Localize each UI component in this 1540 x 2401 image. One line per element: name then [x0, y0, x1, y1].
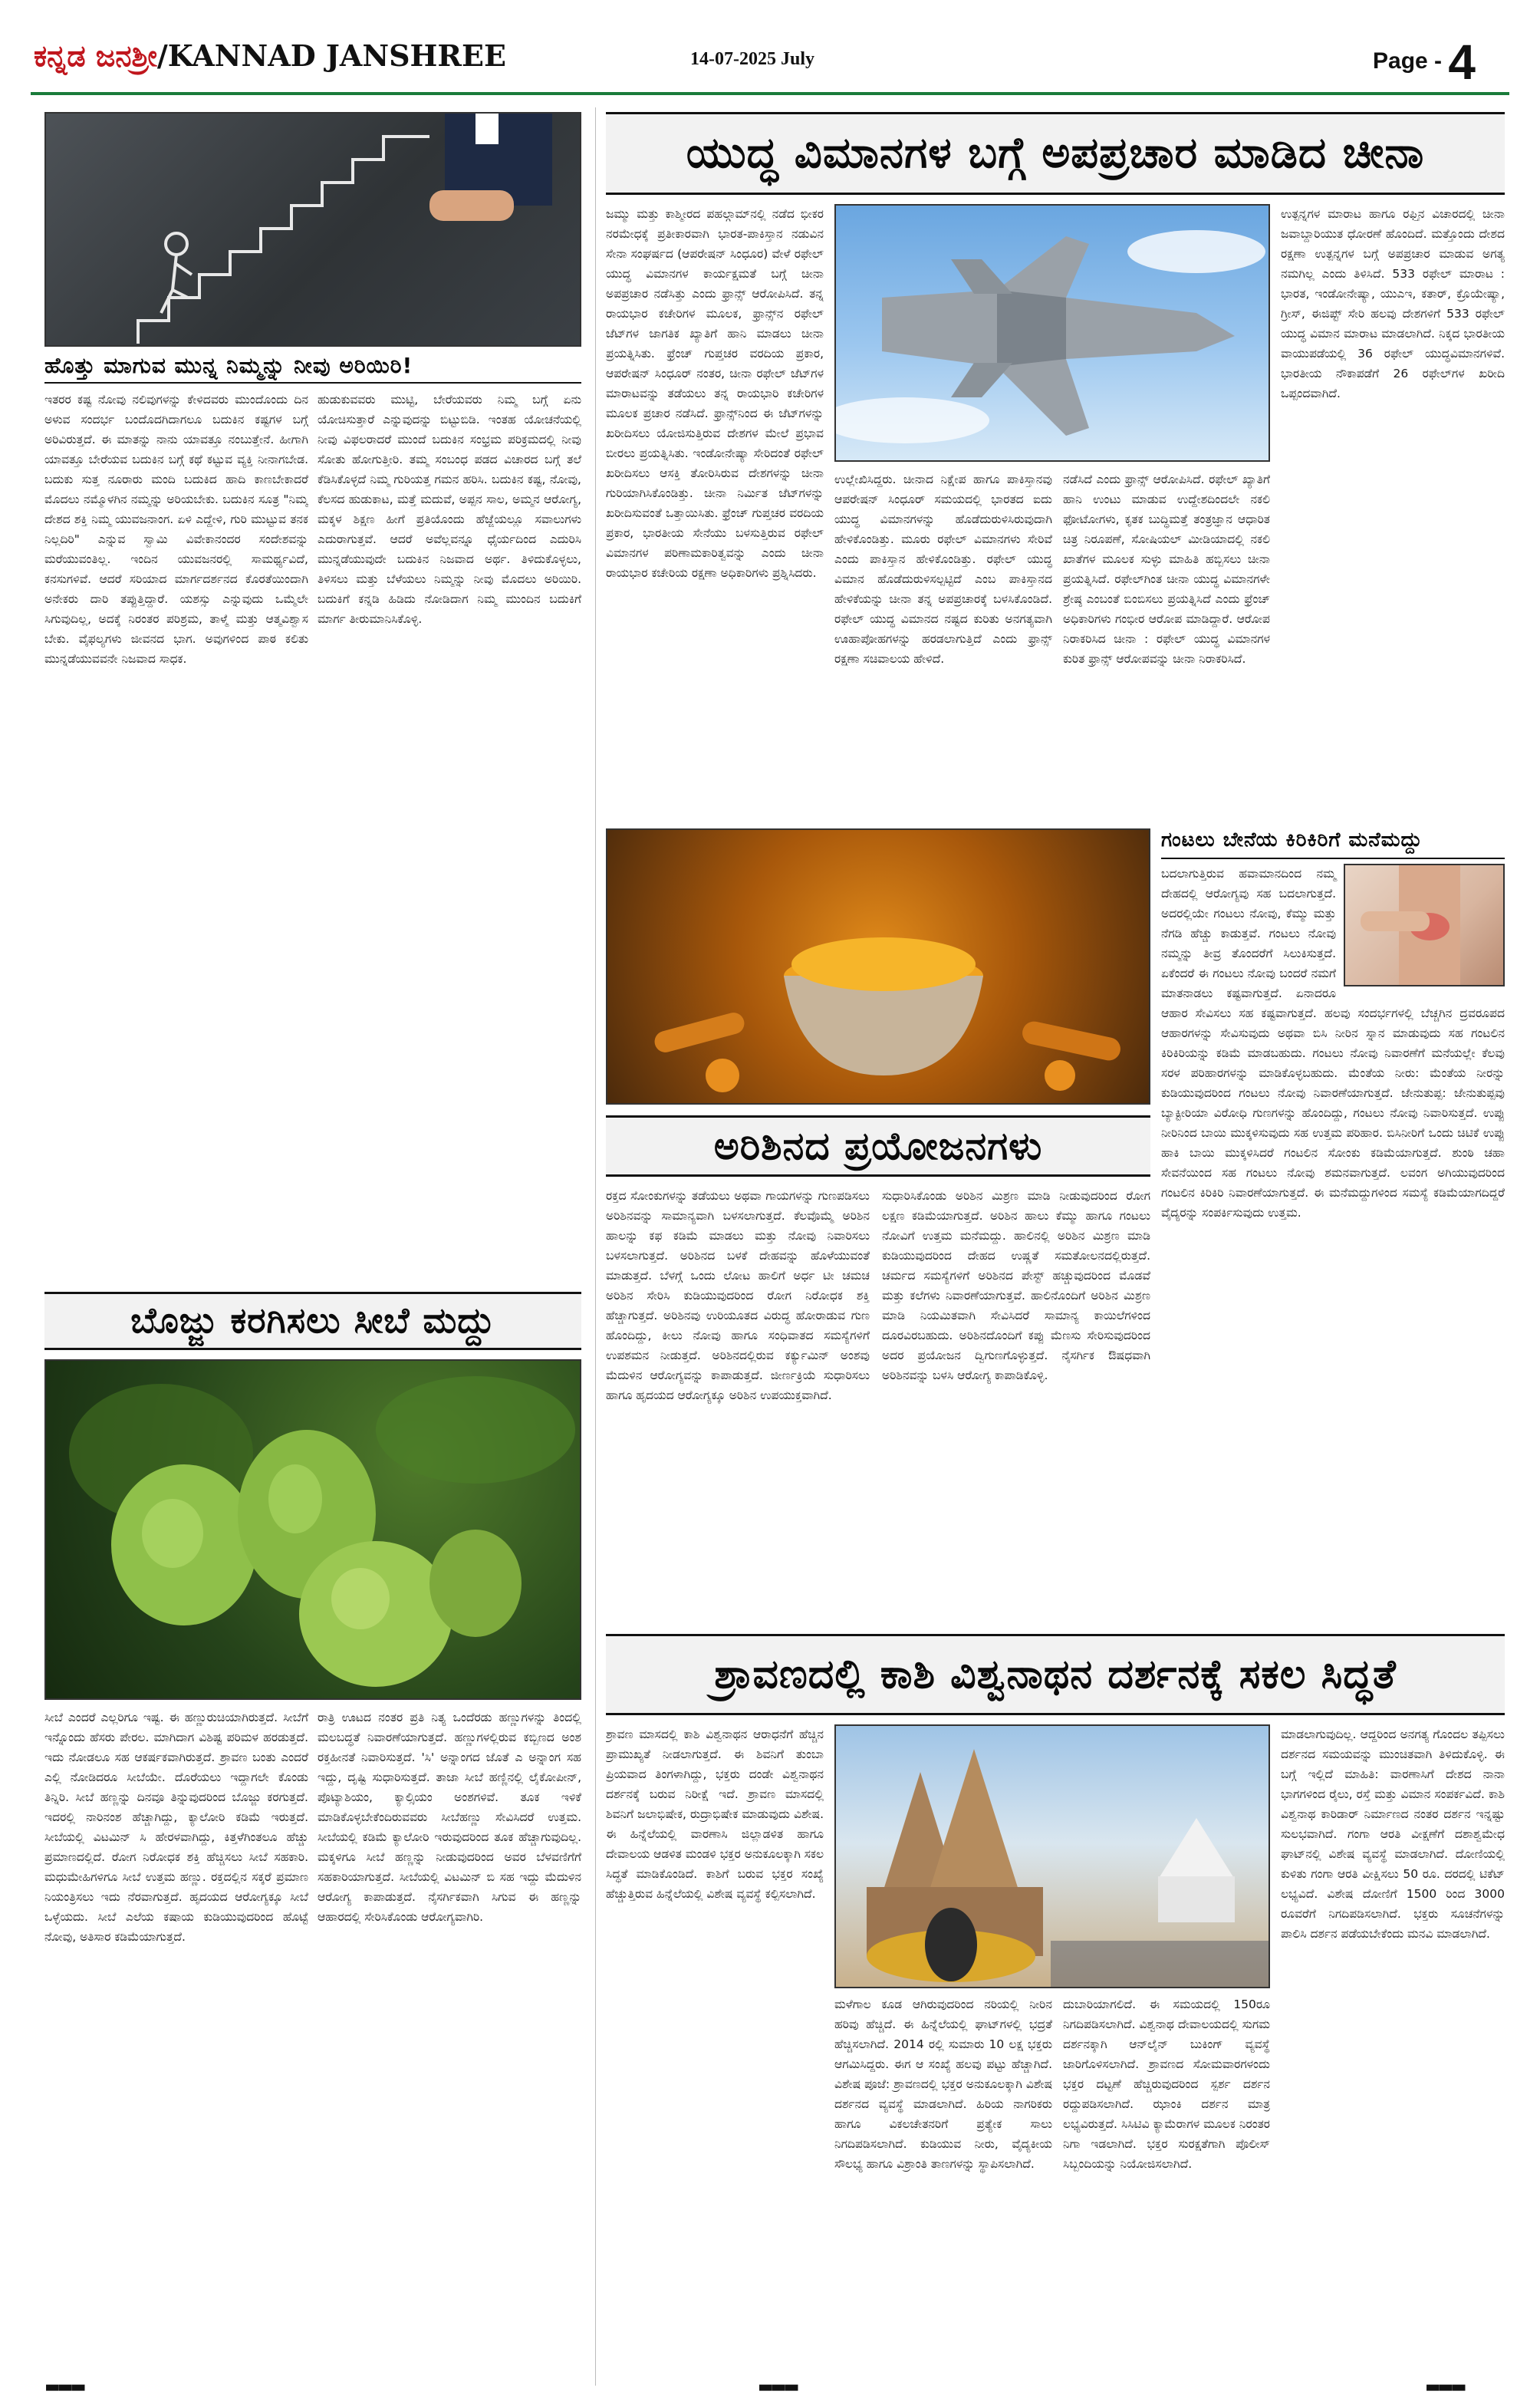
- kashi-col-3: ದುಬಾರಿಯಾಗಲಿದೆ. ಈ ಸಮಯದಲ್ಲಿ 150ರೂ ನಿಗದಿಪಡಿಸಲಾಗಿದೆ. ವಿಶ್ವನಾಥ ದೇವಾಲಯದಲ್ಲಿ ಸುಗಮ ದರ್ಶನಕ್ಕಾಗಿ ಆನ್‌ಲೈನ್ ಬುಕಿಂಗ್ ವ್ಯವಸ್ಥೆ ಜಾರಿಗೊಳಿಸಲಾಗಿದೆ. ಶ್ರಾವಣದ ಸೋಮವಾರಗಳಂದು ಭಕ್ತರ ದಟ್ಟಣೆ ಹೆಚ್ಚಿರುವುದರಿಂದ ಸ್ಪರ್ಶ ದರ್ಶನ ರದ್ದುಪಡಿಸಲಾಗಿದೆ. ಝಾಂಕಿ ದರ್ಶನ ಮಾತ್ರ ಲಭ್ಯವಿರುತ್ತದೆ. ಸಿಸಿಟಿವಿ ಕ್ಯಾಮೆರಾಗಳ ಮೂಲಕ ನಿರಂತರ ನಿಗಾ ಇಡಲಾಗಿದೆ. ಭಕ್ತರ ಸುರಕ್ಷತೆಗಾಗಿ ಪೊಲೀಸ್ ಸಿಬ್ಬಂದಿಯನ್ನು ನಿಯೋಜಿಸಲಾಗಿದೆ.: [1063, 1998, 1270, 2171]
- success-headline: ಹೊತ್ತು ಮಾಗುವ ಮುನ್ನ ನಿಮ್ಮನ್ನು ನೀವು ಅರಿಯಿರಿ!: [44, 353, 413, 378]
- rafale-jet-illustration: [836, 206, 1270, 462]
- throat-body: [1161, 864, 1505, 1623]
- guava-fruit-illustration: [46, 1361, 581, 1700]
- turmeric-headline: ಅರಿಶಿನದ ಪ್ರಯೋಜನಗಳು: [713, 1123, 1043, 1168]
- masthead-latin: /KANNAD JANSHREE: [156, 38, 506, 73]
- stairs-illustration: [46, 114, 581, 347]
- guava-col-1: ಸೀಬೆ ಎಂದರೆ ಎಲ್ಲರಿಗೂ ಇಷ್ಟ. ಈ ಹಣ್ಣುರುಚಿಯಾಗಿರುತ್ತದೆ. ಸೀಬೆಗೆ ಇನ್ನೊಂದು ಹೆಸರು ಪೇರಲ. ಮಾಗಿದಾಗ ವಿಶಿಷ್ಟ ಪರಿಮಳ ಹರಡುತ್ತದೆ. ಇದು ನೋಡಲೂ ಸಹ ಆಕರ್ಷಕವಾಗಿರುತ್ತದೆ. ಶ್ರಾವಣ ಬಂತು ಎಂದರೆ ಎಲ್ಲಿ ನೋಡಿದರೂ ಸೀಬೆಯೇ. ದೊರೆಯಲು ಇದ್ದಾಗಲೇ ಕೊಂಡು ತಿನ್ನಿರಿ. ಸೀಬೆ ಹಣ್ಣನ್ನು ದಿನವೂ ತಿನ್ನುವುದರಿಂದ ಬೊಜ್ಜು ಕರಗುತ್ತದೆ. ಇದರಲ್ಲಿ ನಾರಿನಂಶ ಹೆಚ್ಚಾಗಿದ್ದು, ಕ್ಯಾಲೋರಿ ಕಡಿಮೆ ಇರುತ್ತದೆ. ಸೀಬೆಯಲ್ಲಿ ವಿಟಮಿನ್ ಸಿ ಹೇರಳವಾಗಿದ್ದು, ಕಿತ್ತಳೆಗಿಂತಲೂ ಹೆಚ್ಚು ಪ್ರಮಾಣದಲ್ಲಿದೆ. ರೋಗ ನಿರೋಧಕ ಶಕ್ತಿ ಹೆಚ್ಚಿಸಲು ಸೀಬೆ ಸಹಕಾರಿ. ಮಧುಮೇಹಿಗಳಿಗೂ ಸೀಬೆ ಉತ್ತಮ ಹಣ್ಣು. ರಕ್ತದಲ್ಲಿನ ಸಕ್ಕರೆ ಪ್ರಮಾಣ ನಿಯಂತ್ರಿಸಲು ಇದು ನೆರವಾಗುತ್ತದೆ. ಹೃದಯದ ಆರೋಗ್ಯಕ್ಕೂ ಸೀಬೆ ಒಳ್ಳೆಯದು. ಸೀಬೆ ಎಲೆಯ ಕಷಾಯ ಕುಡಿಯುವುದರಿಂದ ಹೊಟ್ಟೆ ನೋವು, ಅತಿಸಾರ ಕಡಿಮೆಯಾಗುತ್ತದೆ.: [44, 1711, 308, 1944]
- kashi-headline-box: [606, 1634, 1505, 1715]
- jets-col-1: ಜಮ್ಮು ಮತ್ತು ಕಾಶ್ಮೀರದ ಪಹಲ್ಗಾಮ್‌ನಲ್ಲಿ ನಡೆದ ಭೀಕರ ನರಮೇಧಕ್ಕೆ ಪ್ರತೀಕಾರವಾಗಿ ಭಾರತ-ಪಾಕಿಸ್ತಾನ ನಡುವಿನ ಸೇನಾ ಸಂಘರ್ಷದ (ಆಪರೇಷನ್ ಸಿಂಧೂರ) ವೇಳೆ ರಫೇಲ್ ಯುದ್ಧ ವಿಮಾನಗಳ ಕಾರ್ಯಕ್ಷಮತೆ ಬಗ್ಗೆ ಚೀನಾ ಅಪಪ್ರಚಾರ ನಡೆಸಿತ್ತು ಎಂದು ಫ್ರಾನ್ಸ್ ಆರೋಪಿಸಿದೆ. ತನ್ನ ರಾಯಭಾರ ಕಚೇರಿಗಳ ಮೂಲಕ, ಫ್ರಾನ್ಸ್‌ನ ರಫೇಲ್ ಜೆಟ್‌ಗಳ ಜಾಗತಿಕ ಖ್ಯಾತಿಗೆ ಹಾನಿ ಮಾಡಲು ಚೀನಾ ಪ್ರಯತ್ನಿಸಿತು. ಫ್ರೆಂಚ್ ಗುಪ್ತಚರ ವರದಿಯ ಪ್ರಕಾರ, ಆಪರೇಷನ್ ಸಿಂಧೂರ್ ನಂತರ, ಚೀನಾ ರಫೇಲ್ ಜೆಟ್‌ಗಳ ಮಾರಾಟವನ್ನು ತಡೆಯಲು ತನ್ನ ರಾಯಭಾರಿ ಕಚೇರಿಗಳ ಮೂಲಕ ಪ್ರಚಾರ ನಡೆಸಿದೆ. ಫ್ರಾನ್ಸ್‌ನಿಂದ ಈ ಜೆಟ್‌ಗಳನ್ನು ಖರೀದಿಸಲು ಯೋಜಿಸುತ್ತಿರುವ ದೇಶಗಳ ಮೇಲೆ ಪ್ರಭಾವ ಬೀರಲು ಪ್ರಯತ್ನಿಸಿತು. ಇಂಡೋನೇಷ್ಯಾ ಸೇರಿದಂತೆ ರಫೇಲ್ ಖರೀದಿಸಲು ಆಸಕ್ತಿ ತೋರಿಸಿರುವ ದೇಶಗಳನ್ನು ಚೀನಾ ಗುರಿಯಾಗಿಸಿಕೊಂಡಿತ್ತು. ಚೀನಾ ನಿರ್ಮಿತ ಜೆಟ್‌ಗಳನ್ನು ಖರೀದಿಸುವಂತೆ ಒತ್ತಾಯಿಸಿತು. ಫ್ರೆಂಚ್ ಗುಪ್ತಚರ ವರದಿಯ ಪ್ರಕಾರ, ಭಾರತೀಯ ಸೇನೆಯು ಬಳಸುತ್ತಿರುವ ರಫೇಲ್ ವಿಮಾನಗಳ ಪರಿಣಾಮಕಾರಿತ್ವವನ್ನು ಎಂದು ಚೀನಾ ರಾಯಭಾರ ಕಚೇರಿಯ ರಕ್ಷಣಾ ಅಧಿಕಾರಿಗಳು ಪ್ರಶ್ನಿಸಿದರು.: [606, 207, 824, 580]
- footer-dash-left: ▬▬▬: [46, 2373, 85, 2398]
- column-divider: [595, 107, 596, 2386]
- turmeric-headline-box: [606, 1115, 1150, 1177]
- kashi-col-2: ಮಳೆಗಾಲ ಕೂಡ ಆಗಿರುವುದರಿಂದ ನರಿಯಲ್ಲಿ ನೀರಿನ ಹರಿವು ಹೆಚ್ಚಿದೆ. ಈ ಹಿನ್ನೆಲೆಯಲ್ಲಿ ಘಾಟ್‌ಗಳಲ್ಲಿ ಭದ್ರತೆ ಹೆಚ್ಚಿಸಲಾಗಿದೆ. 2014 ರಲ್ಲಿ ಸುಮಾರು 10 ಲಕ್ಷ ಭಕ್ತರು ಆಗಮಿಸಿದ್ದರು. ಈಗ ಆ ಸಂಖ್ಯೆ ಹಲವು ಪಟ್ಟು ಹೆಚ್ಚಾಗಿದೆ. ವಿಶೇಷ ಪೂಜೆ: ಶ್ರಾವಣದಲ್ಲಿ ಭಕ್ತರ ಅನುಕೂಲಕ್ಕಾಗಿ ವಿಶೇಷ ದರ್ಶನದ ವ್ಯವಸ್ಥೆ ಮಾಡಲಾಗಿದೆ. ಹಿರಿಯ ನಾಗರಿಕರು ಹಾಗೂ ವಿಕಲಚೇತನರಿಗೆ ಪ್ರತ್ಯೇಕ ಸಾಲು ನಿಗದಿಪಡಿಸಲಾಗಿದೆ. ಕುಡಿಯುವ ನೀರು, ವೈದ್ಯಕೀಯ ಸೌಲಭ್ಯ ಹಾಗೂ ವಿಶ್ರಾಂತಿ ತಾಣಗಳನ್ನು ಸ್ಥಾಪಿಸಲಾಗಿದೆ.: [834, 1998, 1052, 2171]
- jets-headline: ಯುದ್ಧ ವಿಮಾನಗಳ ಬಗ್ಗೆ ಅಪಪ್ರಚಾರ ಮಾಡಿದ ಚೀನಾ: [686, 128, 1425, 178]
- turmeric-col-1: ರಕ್ತದ ಸೋಂಕುಗಳನ್ನು ತಡೆಯಲು ಅಥವಾ ಗಾಯಗಳನ್ನು ಗುಣಪಡಿಸಲು ಅರಿಶಿನವನ್ನು ಸಾಮಾನ್ಯವಾಗಿ ಬಳಸಲಾಗುತ್ತದೆ. ಕೆಲವೊಮ್ಮೆ ಅರಿಶಿನ ಹಾಲನ್ನು ಕಫ ಕಡಿಮೆ ಮಾಡಲು ಮತ್ತು ನೋವು ನಿವಾರಿಸಲು ಬಳಸಲಾಗುತ್ತದೆ. ಅರಿಶಿನದ ಬಳಕೆ ದೇಹವನ್ನು ಹೊಳೆಯುವಂತೆ ಮಾಡುತ್ತದೆ. ಬೆಳಗ್ಗೆ ಒಂದು ಲೋಟ ಹಾಲಿಗೆ ಅರ್ಧ ಟೀ ಚಮಚ ಅರಿಶಿನ ಸೇರಿಸಿ ಕುಡಿಯುವುದರಿಂದ ರೋಗ ನಿರೋಧಕ ಶಕ್ತಿ ಹೆಚ್ಚಾಗುತ್ತದೆ. ಅರಿಶಿನವು ಉರಿಯೂತದ ವಿರುದ್ಧ ಹೋರಾಡುವ ಗುಣ ಹೊಂದಿದ್ದು, ಕೀಲು ನೋವು ಹಾಗೂ ಸಂಧಿವಾತದ ಸಮಸ್ಯೆಗಳಿಗೆ ಉಪಶಮನ ನೀಡುತ್ತದೆ. ಅರಿಶಿನದಲ್ಲಿರುವ ಕರ್ಕ್ಯುಮಿನ್ ಅಂಶವು ಮೆದುಳಿನ ಆರೋಗ್ಯವನ್ನು ಕಾಪಾಡುತ್ತದೆ. ಜೀರ್ಣಕ್ರಿಯೆ ಸುಧಾರಿಸಲು ಹಾಗೂ ಹೃದಯದ ಆರೋಗ್ಯಕ್ಕೂ ಅರಿಶಿನ ಉಪಯುಕ್ತವಾಗಿದೆ.: [606, 1189, 870, 1402]
- throat-headline: ಗಂಟಲು ಬೇನೆಯ ಕಿರಿಕಿರಿಗೆ ಮನೆಮದ್ದು: [1161, 828, 1423, 851]
- rafale-jet-image: [834, 204, 1270, 462]
- throat-image-spacer: [1336, 864, 1505, 994]
- turmeric-col-2: ಸುಧಾರಿಸಿಕೊಂಡು ಅರಿಶಿನ ಮಿಶ್ರಣ ಮಾಡಿ ನೀಡುವುದರಿಂದ ರೋಗ ಲಕ್ಷಣ ಕಡಿಮೆಯಾಗುತ್ತದೆ. ಅರಿಶಿನ ಹಾಲು ಕೆಮ್ಮು ಹಾಗೂ ಗಂಟಲು ನೋವಿಗೆ ಉತ್ತಮ ಮನೆಮದ್ದು. ಹಾಲಿನಲ್ಲಿ ಅರಿಶಿನ ಮಿಶ್ರಣ ಮಾಡಿ ಕುಡಿಯುವುದರಿಂದ ದೇಹದ ಉಷ್ಣತೆ ಸಮತೋಲನದಲ್ಲಿರುತ್ತದೆ. ಚರ್ಮದ ಸಮಸ್ಯೆಗಳಿಗೆ ಅರಿಶಿನದ ಪೇಸ್ಟ್ ಹಚ್ಚುವುದರಿಂದ ಮೊಡವೆ ಮತ್ತು ಕಲೆಗಳು ನಿವಾರಣೆಯಾಗುತ್ತವೆ. ಹಾಲಿನೊಂದಿಗೆ ಅರಿಶಿನ ಮಿಶ್ರಣ ಮಾಡಿ ನಿಯಮಿತವಾಗಿ ಸೇವಿಸಿದರೆ ಸಾಮಾನ್ಯ ಕಾಯಿಲೆಗಳಿಂದ ದೂರವಿರಬಹುದು. ಅರಿಶಿನದೊಂದಿಗೆ ಕಪ್ಪು ಮೆಣಸು ಸೇರಿಸುವುದರಿಂದ ಅದರ ಪ್ರಯೋಜನ ದ್ವಿಗುಣಗೊಳ್ಳುತ್ತದೆ. ನೈಸರ್ಗಿಕ ಔಷಧವಾಗಿ ಅರಿಶಿನವನ್ನು ಬಳಸಿ ಆರೋಗ್ಯ ಕಾಪಾಡಿಕೊಳ್ಳಿ.: [882, 1189, 1150, 1382]
- kashi-col-4: ಮಾಡಲಾಗುವುದಿಲ್ಲ. ಆದ್ದರಿಂದ ಅನಗತ್ಯ ಗೊಂದಲ ತಪ್ಪಿಸಲು ದರ್ಶನದ ಸಮಯವನ್ನು ಮುಂಚಿತವಾಗಿ ತಿಳಿದುಕೊಳ್ಳಿ. ಈ ಬಗ್ಗೆ ಇಲ್ಲಿದೆ ಮಾಹಿತಿ: ವಾರಣಾಸಿಗೆ ದೇಶದ ನಾನಾ ಭಾಗಗಳಿಂದ ರೈಲು, ರಸ್ತೆ ಮತ್ತು ವಿಮಾನ ಸಂಪರ್ಕವಿದೆ. ಕಾಶಿ ವಿಶ್ವನಾಥ ಕಾರಿಡಾರ್ ನಿರ್ಮಾಣದ ನಂತರ ದರ್ಶನ ಇನ್ನಷ್ಟು ಸುಲಭವಾಗಿದೆ. ಗಂಗಾ ಆರತಿ ವೀಕ್ಷಣೆಗೆ ದಶಾಶ್ವಮೇಧ ಘಾಟ್‌ನಲ್ಲಿ ವಿಶೇಷ ವ್ಯವಸ್ಥೆ ಮಾಡಲಾಗಿದೆ. ದೋಣಿಯಲ್ಲಿ ಕುಳಿತು ಗಂಗಾ ಆರತಿ ವೀಕ್ಷಿಸಲು 50 ರೂ. ದರದಲ್ಲಿ ಟಿಕೆಟ್ ಲಭ್ಯವಿದೆ. ವಿಶೇಷ ದೋಣಿಗೆ 1500 ರಿಂದ 3000 ರೂವರೆಗೆ ನಿಗದಿಪಡಿಸಲಾಗಿದೆ. ಭಕ್ತರು ಸೂಚನೆಗಳನ್ನು ಪಾಲಿಸಿ ದರ್ಶನ ಪಡೆಯಬೇಕೆಂದು ಮನವಿ ಮಾಡಲಾಗಿದೆ.: [1281, 1727, 1505, 1941]
- success-col-2: ಹುಡುಕುವವರು ಮುಟ್ಟಿ, ಬೇರೆಯವರು ನಿಮ್ಮ ಬಗ್ಗೆ ಏನು ಯೋಚಿಸುತ್ತಾರೆ ಎನ್ನುವುದನ್ನು ಬಿಟ್ಟುಬಿಡಿ. ಇಂತಹ ಯೋಚನೆಯಲ್ಲಿ ನೀವು ವಿಫಲರಾದರೆ ಮುಂದೆ ಬದುಕಿನ ಸಂಭ್ರಮ ಪರಿಕ್ರಮದಲ್ಲಿ ನೀವು ಸೋತು ಹೋಗುತ್ತೀರಿ. ತಮ್ಮ ಸಂಬಂಧ ಪಡದ ವಿಚಾರದ ಬಗ್ಗೆ ತಲೆ ಕೆಡಿಸಿಕೊಳ್ಳದೆ ನಿಮ್ಮ ಗುರಿಯತ್ತ ಗಮನ ಹರಿಸಿ. ಬದುಕಿನ ಕಷ್ಟ, ನೋವು, ಕೆಲಸದ ಹುಡುಕಾಟ, ಮತ್ತೆ ಮದುವೆ, ಅಪ್ಪನ ಸಾಲ, ಅಮ್ಮನ ಆರೋಗ್ಯ, ಮಕ್ಕಳ ಶಿಕ್ಷಣ ಹೀಗೆ ಪ್ರತಿಯೊಂದು ಹೆಜ್ಜೆಯಲ್ಲೂ ಸವಾಲುಗಳು ಎದುರಾಗುತ್ತವೆ. ಆದರೆ ಅವೆಲ್ಲವನ್ನೂ ಧೈರ್ಯದಿಂದ ಎದುರಿಸಿ ಮುನ್ನಡೆಯುವುದೇ ಬದುಕಿನ ನಿಜವಾದ ಅರ್ಥ. ತಿಳಿದುಕೊಳ್ಳಲು, ತಿಳಿಸಲು ಮತ್ತು ಬೆಳೆಯಲು ನಿಮ್ಮನ್ನು ನೀವು ಮೊದಲು ಅರಿಯಿರಿ. ಬದುಕಿಗೆ ಕನ್ನಡಿ ಹಿಡಿದು ನೋಡಿದಾಗ ನಿಮ್ಮ ಮುಂದಿನ ಬದುಕಿಗೆ ಮಾರ್ಗ ತೀರುಮಾನಿಸಿಕೊಳ್ಳಿ.: [318, 393, 581, 626]
- jets-headline-box: [606, 112, 1505, 195]
- success-headline-box: [44, 353, 581, 384]
- jets-col-4: ಉತ್ಪನ್ನಗಳ ಮಾರಾಟ ಹಾಗೂ ರಫ್ತಿನ ವಿಚಾರದಲ್ಲಿ ಚೀನಾ ಜವಾಬ್ದಾರಿಯುತ ಧೋರಣೆ ಹೊಂದಿದೆ. ಮತ್ತೊಂದು ದೇಶದ ರಕ್ಷಣಾ ಉತ್ಪನ್ನಗಳ ಬಗ್ಗೆ ಅಪಪ್ರಚಾರ ಮಾಡುವ ಅಗತ್ಯ ನಮಗಿಲ್ಲ ಎಂದು ತಿಳಿಸಿದೆ. 533 ರಫೇಲ್ ಮಾರಾಟ : ಭಾರತ, ಇಂಡೋನೇಷ್ಯಾ, ಯುಎಇ, ಕತಾರ್, ಕ್ರೊಯೇಷ್ಯಾ, ಗ್ರೀಸ್, ಈಜಿಪ್ಟ್ ಸೇರಿ ಹಲವು ದೇಶಗಳಿಗೆ 533 ರಫೇಲ್ ಯುದ್ಧ ವಿಮಾನ ಮಾರಾಟ ಮಾಡಲಾಗಿದೆ. ನಿಕ್ಕದ ಭಾರತೀಯ ವಾಯುಪಡೆಯಲ್ಲಿ 36 ರಫೇಲ್ ಯುದ್ಧವಿಮಾನಗಳಿವೆ. ಭಾರತೀಯ ನೌಕಾಪಡೆಗೆ 26 ರಫೇಲ್‌ಗಳ ಖರೀದಿ ಒಪ್ಪಂದವಾಗಿದೆ.: [1281, 207, 1505, 400]
- footer-dash-middle: ▬▬▬: [759, 2373, 798, 2398]
- page-number: 4: [1448, 35, 1476, 90]
- kashi-col-1: ಶ್ರಾವಣ ಮಾಸದಲ್ಲಿ ಕಾಶಿ ವಿಶ್ವನಾಥನ ಆರಾಧನೆಗೆ ಹೆಚ್ಚಿನ ಪ್ರಾಮುಖ್ಯತೆ ನೀಡಲಾಗುತ್ತದೆ. ಈ ಶಿವನಿಗೆ ತುಂಬಾ ಪ್ರಿಯವಾದ ತಿಂಗಳಾಗಿದ್ದು, ಭಕ್ತರು ದಂಡೇ ವಿಶ್ವನಾಥನ ದರ್ಶನಕ್ಕೆ ಬರುವ ನಿರೀಕ್ಷೆ ಇದೆ. ಶ್ರಾವಣ ಮಾಸದಲ್ಲಿ ಶಿವನಿಗೆ ಜಲಾಭಿಷೇಕ, ರುದ್ರಾಭಿಷೇಕ ಮಾಡುವುದು ವಿಶೇಷ. ಈ ಹಿನ್ನೆಲೆಯಲ್ಲಿ ವಾರಣಾಸಿ ಜಿಲ್ಲಾಡಳಿತ ಹಾಗೂ ದೇವಾಲಯ ಆಡಳಿತ ಮಂಡಳಿ ಭಕ್ತರ ಅನುಕೂಲಕ್ಕಾಗಿ ಸಕಲ ಸಿದ್ಧತೆ ಮಾಡಿಕೊಂಡಿದೆ. ಕಾಶಿಗೆ ಬರುವ ಭಕ್ತರ ಸಂಖ್ಯೆ ಹೆಚ್ಚುತ್ತಿರುವ ಹಿನ್ನೆಲೆಯಲ್ಲಿ ವಿಶೇಷ ವ್ಯವಸ್ಥೆ ಕಲ್ಪಿಸಲಾಗಿದೆ.: [606, 1727, 824, 1901]
- guava-col-2: ರಾತ್ರಿ ಊಟದ ನಂತರ ಪ್ರತಿ ನಿತ್ಯ ಒಂದೆರಡು ಹಣ್ಣುಗಳನ್ನು ತಿಂದಲ್ಲಿ ಮಲಬದ್ಧತೆ ನಿವಾರಣೆಯಾಗುತ್ತದೆ. ಹಣ್ಣುಗಳಲ್ಲಿರುವ ಕಬ್ಬಿಣದ ಅಂಶ ರಕ್ತಹೀನತೆ ನಿವಾರಿಸುತ್ತದೆ. 'ಸಿ' ಅನ್ನಾಂಗದ ಜೊತೆ ಎ ಅನ್ನಾಂಗ ಸಹ ಇದ್ದು, ದೃಷ್ಟಿ ಸುಧಾರಿಸುತ್ತದೆ. ತಾಜಾ ಸೀಬೆ ಹಣ್ಣಿನಲ್ಲಿ ಲೈಕೋಪೀನ್, ಪೊಟ್ಯಾಶಿಯಂ, ಕ್ಯಾಲ್ಸಿಯಂ ಅಂಶಗಳಿವೆ. ತೂಕ ಇಳಿಕೆ ಮಾಡಿಕೊಳ್ಳಬೇಕೆಂದಿರುವವರು ಸೀಬೆಹಣ್ಣು ಸೇವಿಸಿದರೆ ಉತ್ತಮ. ಸೀಬೆಯಲ್ಲಿ ಕಡಿಮೆ ಕ್ಯಾಲೋರಿ ಇರುವುದರಿಂದ ತೂಕ ಹೆಚ್ಚಾಗುವುದಿಲ್ಲ. ಮಕ್ಕಳಿಗೂ ಸೀಬೆ ಹಣ್ಣನ್ನು ನೀಡುವುದರಿಂದ ಅವರ ಬೆಳವಣಿಗೆಗೆ ಸಹಕಾರಿಯಾಗುತ್ತದೆ. ಸೀಬೆಯಲ್ಲಿ ವಿಟಮಿನ್ ಬಿ ಸಹ ಇದ್ದು ಮೆದುಳಿನ ಆರೋಗ್ಯ ಕಾಪಾಡುತ್ತದೆ. ನೈಸರ್ಗಿಕವಾಗಿ ಸಿಗುವ ಈ ಹಣ್ಣನ್ನು ಆಹಾರದಲ್ಲಿ ಸೇರಿಸಿಕೊಂಡು ಆರೋಗ್ಯವಾಗಿರಿ.: [318, 1711, 581, 1924]
- jets-col-3: ನಡೆಸಿದೆ ಎಂದು ಫ್ರಾನ್ಸ್ ಆರೋಪಿಸಿದೆ. ರಫೇಲ್ ಖ್ಯಾತಿಗೆ ಹಾನಿ ಉಂಟು ಮಾಡುವ ಉದ್ದೇಶದಿಂದಲೇ ನಕಲಿ ಫೋಟೋಗಳು, ಕೃತಕ ಬುದ್ಧಿಮತ್ತೆ ತಂತ್ರಜ್ಞಾನ ಆಧಾರಿತ ಚಿತ್ರ ನಿರೂಪಣೆ, ಸೋಷಿಯಲ್ ಮೀಡಿಯಾದಲ್ಲಿ ನಕಲಿ ಖಾತೆಗಳ ಮೂಲಕ ಸುಳ್ಳು ಮಾಹಿತಿ ಹಬ್ಬಿಸಲು ಚೀನಾ ಪ್ರಯತ್ನಿಸಿದೆ. ರಫೇಲ್‌ಗಿಂತ ಚೀನಾ ಯುದ್ಧ ವಿಮಾನಗಳೇ ಶ್ರೇಷ್ಠ ಎಂಬಂತೆ ಬಿಂಬಿಸಲು ಪ್ರಯತ್ನಿಸಿದೆ ಎಂದು ಫ್ರೆಂಚ್ ಅಧಿಕಾರಿಗಳು ಗಂಭೀರ ಆರೋಪ ಮಾಡಿದ್ದಾರೆ. ಆರೋಪ ನಿರಾಕರಿಸಿದ ಚೀನಾ : ರಫೇಲ್ ಯುದ್ಧ ವಿಮಾನಗಳ ಕುರಿತ ಫ್ರಾನ್ಸ್ ಆರೋಪವನ್ನು ಚೀನಾ ನಿರಾಕರಿಸಿದೆ.: [1063, 473, 1270, 666]
- page-label: Page -: [1373, 48, 1443, 74]
- masthead-title: [34, 38, 571, 84]
- jets-col-2: ಉಲ್ಲೇಖಿಸಿದ್ದರು. ಚೀನಾದ ನಿಕ್ಷೇಪ ಹಾಗೂ ಪಾಕಿಸ್ತಾನವು ಆಪರೇಷನ್ ಸಿಂಧೂರ್ ಸಮಯದಲ್ಲಿ ಭಾರತದ ಐದು ಯುದ್ಧ ವಿಮಾನಗಳನ್ನು ಹೊಡೆದುರುಳಿಸಿರುವುದಾಗಿ ಹೇಳಿಕೊಂಡಿತ್ತು. ಮೂರು ರಫೇಲ್ ವಿಮಾನಗಳು ಸೇರಿವೆ ಎಂದು ಪಾಕಿಸ್ತಾನ ಹೇಳಿಕೊಂಡಿತ್ತು. ರಫೇಲ್ ಯುದ್ಧ ವಿಮಾನ ಹೊಡೆದುರುಳಿಸಲ್ಪಟ್ಟಿದೆ ಎಂಬ ಪಾಕಿಸ್ತಾನದ ಹೇಳಿಕೆಯನ್ನು ಚೀನಾ ತನ್ನ ಅಪಪ್ರಚಾರಕ್ಕೆ ಬಳಸಿಕೊಂಡಿದೆ. ರಫೇಲ್ ಯುದ್ಧ ವಿಮಾನದ ನಷ್ಟದ ಕುರಿತು ಅನಗತ್ಯವಾಗಿ ಊಹಾಪೋಹಗಳನ್ನು ಹರಡಲಾಗುತ್ತಿದೆ ಎಂದು ಫ್ರಾನ್ಸ್ ರಕ್ಷಣಾ ಸಚಿವಾಲಯ ಹೇಳಿದೆ.: [834, 473, 1052, 666]
- throat-body-text: ಬದಲಾಗುತ್ತಿರುವ ಹವಾಮಾನದಿಂದ ನಮ್ಮ ದೇಹದಲ್ಲಿ ಆರೋಗ್ಯವು ಸಹ ಬದಲಾಗುತ್ತದೆ. ಅದರಲ್ಲಿಯೇ ಗಂಟಲು ನೋವು, ಕೆಮ್ಮು ಮತ್ತು ನೆಗಡಿ ಹೆಚ್ಚು ಕಾಡುತ್ತವೆ. ಗಂಟಲು ನೋವು ನಮ್ಮನ್ನು ತೀವ್ರ ತೊಂದರೆಗೆ ಸಿಲುಕಿಸುತ್ತದೆ. ಏಕೆಂದರೆ ಈ ಗಂಟಲು ನೋವು ಬಂದರೆ ನಮಗೆ ಮಾತನಾಡಲು ಕಷ್ಟವಾಗುತ್ತದೆ. ಏನಾದರೂ ಆಹಾರ ಸೇವಿಸಲು ಸಹ ಕಷ್ಟವಾಗುತ್ತದೆ. ಹಲವು ಸಂದರ್ಭಗಳಲ್ಲಿ ಬೆಚ್ಚಗಿನ ದ್ರವರೂಪದ ಆಹಾರಗಳನ್ನು ಸೇವಿಸುವುದು ಅಥವಾ ಬಿಸಿ ನೀರಿನ ಸ್ನಾನ ಮಾಡುವುದು ಸಹ ಗಂಟಲಿನ ಕಿರಿಕಿರಿಯನ್ನು ಕಡಿಮೆ ಮಾಡಬಹುದು. ಗಂಟಲು ನೋವು ನಿವಾರಣೆಗೆ ಮನೆಯಲ್ಲೇ ಕೆಲವು ಸರಳ ಪರಿಹಾರಗಳನ್ನು ಮಾಡಿಕೊಳ್ಳಬಹುದು. ಮೆಂತೆಯ ನೀರು: ಮೆಂತೆಯ ನೀರನ್ನು ಕುಡಿಯುವುದರಿಂದ ಗಂಟಲು ನೋವು ನಿವಾರಣೆಯಾಗುತ್ತದೆ. ಜೇನುತುಪ್ಪ: ಜೇನುತುಪ್ಪವು ಬ್ಯಾಕ್ಟೀರಿಯಾ ವಿರೋಧಿ ಗುಣಗಳನ್ನು ಹೊಂದಿದ್ದು, ಗಂಟಲು ನೋವು ನಿವಾರಿಸುತ್ತದೆ. ಉಪ್ಪು ನೀರಿನಿಂದ ಬಾಯಿ ಮುಕ್ಕಳಿಸುವುದು ಸಹ ಉತ್ತಮ ಪರಿಹಾರ. ಬಿಸಿನೀರಿಗೆ ಒಂದು ಚಿಟಿಕೆ ಉಪ್ಪು ಹಾಕಿ ಬಾಯಿ ಮುಕ್ಕಳಿಸಿದರೆ ಗಂಟಲಿನ ಸೋಂಕು ಕಡಿಮೆಯಾಗುತ್ತದೆ. ಶುಂಠಿ ಚಹಾ ಸೇವನೆಯಿಂದ ಸಹ ಗಂಟಲು ನೋವು ಶಮನವಾಗುತ್ತದೆ. ಲವಂಗ ಅಗಿಯುವುದರಿಂದ ಗಂಟಲಿನ ಕಿರಿಕಿರಿ ನಿವಾರಣೆಯಾಗುತ್ತದೆ. ಈ ಮನೆಮದ್ದುಗಳಿಂದ ಸಮಸ್ಯೆ ಕಡಿಮೆಯಾಗದಿದ್ದರೆ ವೈದ್ಯರನ್ನು ಸಂಪರ್ಕಿಸುವುದು ಉತ್ತಮ.: [1161, 867, 1505, 1220]
- issue-date: 14-07-2025 July: [690, 49, 814, 69]
- masthead-rule: [31, 92, 1509, 95]
- kashi-headline: ಶ್ರಾವಣದಲ್ಲಿ ಕಾಶಿ ವಿಶ್ವನಾಥನ ದರ್ಶನಕ್ಕೆ ಸಕಲ ಸಿದ್ಧತೆ: [714, 1651, 1397, 1698]
- guava-headline-box: [44, 1292, 581, 1350]
- throat-headline-box: [1161, 828, 1505, 859]
- turmeric-image: [606, 828, 1150, 1105]
- kashi-temple-illustration: [836, 1726, 1270, 1988]
- footer-dash-right: ▬▬▬: [1426, 2373, 1466, 2398]
- kashi-temple-image: [834, 1724, 1270, 1988]
- guava-headline: ಬೊಜ್ಜು ಕರಗಿಸಲು ಸೀಬೆ ಮದ್ದು: [130, 1299, 495, 1341]
- success-col-1: ಇತರರ ಕಷ್ಟ ನೋವು ನಲಿವುಗಳನ್ನು ಕೇಳಿದವರು ಮುಂದೊಂದು ದಿನ ಅಳುವ ಸಂದರ್ಭ ಬಂದೊದಗಿದಾಗಲೂ ಬದುಕಿನ ಕಷ್ಟಗಳ ಬಗ್ಗೆ ಅರಿವಿರುತ್ತದೆ. ಈ ಮಾತನ್ನು ನಾನು ಯಾವತ್ತೂ ನಂಬುತ್ತೇನೆ. ಹೀಗಾಗಿ ಯಾವತ್ತೂ ಬೇರೆಯವ ಬದುಕಿನ ಬಗ್ಗೆ ಕಥೆ ಕಟ್ಟುವ ವ್ಯಕ್ತಿ ನೀನಾಗಬೇಡ. ಬದುಕು ಸುತ್ತ ನೂರಾರು ಮಂದಿ ಬದುಕಿದ ಹಾದಿ ಕಾಣಬೇಕಾದರೆ ಮೊದಲು ನಮ್ಮೊಳಗಿನ ನಮ್ಮನ್ನು ಅರಿಯಬೇಕು. ಬದುಕಿನ ಸೂತ್ರ "ನಿಮ್ಮ ದೇಶದ ಶಕ್ತಿ ನಿಮ್ಮ ಯುವಜನಾಂಗ. ಏಳಿ ಎದ್ದೇಳಿ, ಗುರಿ ಮುಟ್ಟುವ ತನಕ ನಿಲ್ಲದಿರಿ" ಎನ್ನುವ ಸ್ವಾಮಿ ವಿವೇಕಾನಂದರ ಸಂದೇಶವನ್ನು ಮರೆಯುವಂತಿಲ್ಲ. ಇಂದಿನ ಯುವಜನರಲ್ಲಿ ಸಾಮರ್ಥ್ಯವಿದೆ, ಕನಸುಗಳಿವೆ. ಆದರೆ ಸರಿಯಾದ ಮಾರ್ಗದರ್ಶನದ ಕೊರತೆಯಿಂದಾಗಿ ಅನೇಕರು ದಾರಿ ತಪ್ಪುತ್ತಿದ್ದಾರೆ. ಯಶಸ್ಸು ಎನ್ನುವುದು ಒಮ್ಮೆಲೇ ಸಿಗುವುದಿಲ್ಲ, ಅದಕ್ಕೆ ನಿರಂತರ ಪರಿಶ್ರಮ, ತಾಳ್ಮೆ ಮತ್ತು ಆತ್ಮವಿಶ್ವಾಸ ಬೇಕು. ವೈಫಲ್ಯಗಳು ಜೀವನದ ಭಾಗ. ಅವುಗಳಿಂದ ಪಾಠ ಕಲಿತು ಮುನ್ನಡೆಯುವವನೇ ನಿಜವಾದ ಸಾಧಕ.: [44, 393, 308, 666]
- guava-image: [44, 1359, 581, 1700]
- page-number-block: [1373, 34, 1526, 95]
- turmeric-pot-illustration: [607, 830, 1150, 1105]
- masthead-kannada: ಕನ್ನಡ ಜನಶ್ರೀ: [34, 38, 157, 73]
- chalkboard-stairs-image: [44, 112, 581, 347]
